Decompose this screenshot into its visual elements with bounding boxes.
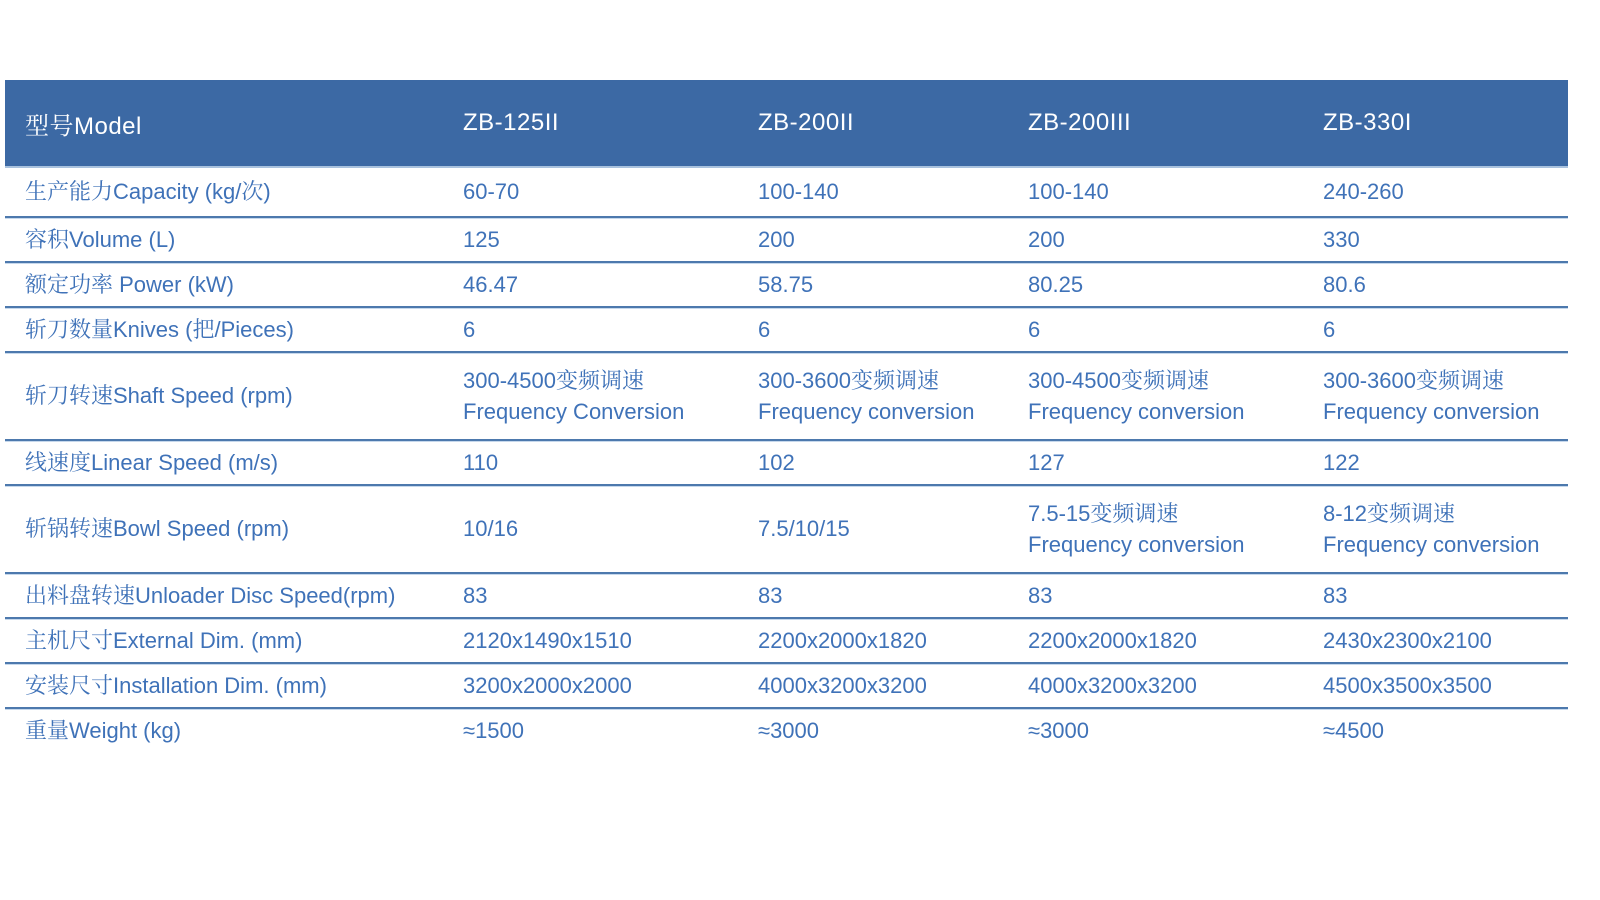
cell-line: Frequency conversion (1028, 532, 1245, 557)
spec-value-cell: 6 (455, 307, 750, 352)
header-row (5, 80, 1568, 167)
spec-value-cell: 110 (455, 440, 750, 485)
row-label: 斩刀数量Knives (把/Pieces) (5, 307, 455, 352)
cell-line: 300-4500变频调速 (1028, 368, 1209, 393)
spec-value-cell: 100-140 (758, 179, 839, 204)
spec-value-cell: 2120x1490x1510 (455, 618, 750, 663)
spec-value-cell: 100-140 (1028, 179, 1109, 204)
table-row (5, 440, 1568, 485)
spec-table-header (5, 80, 1568, 167)
spec-value-cell (1020, 485, 1315, 573)
spec-value-cell: ≈3000 (1020, 708, 1315, 753)
row-label: 容积Volume (L) (5, 217, 455, 262)
spec-value-cell (455, 352, 750, 440)
table-row (5, 485, 1568, 573)
cell-line: Frequency conversion (1323, 532, 1540, 557)
row-label: 主机尺寸External Dim. (mm) (5, 618, 455, 663)
model-column-header: ZB-125II (455, 80, 750, 167)
row-label: 生产能力Capacity (kg/次) (25, 179, 271, 204)
spec-value-cell: 2430x2300x2100 (1315, 618, 1568, 663)
row-label: 线速度Linear Speed (m/s) (5, 440, 455, 485)
spec-value-cell: ≈4500 (1315, 708, 1568, 753)
spec-value-cell: 6 (750, 307, 1020, 352)
spec-value-cell: 4000x3200x3200 (1020, 663, 1315, 708)
model-column-header: ZB-200II (750, 80, 1020, 167)
model-column-header: ZB-200III (1020, 80, 1315, 167)
spec-table (5, 80, 1568, 753)
spec-value-cell: 58.75 (750, 262, 1020, 307)
spec-value-cell: 2200x2000x1820 (750, 618, 1020, 663)
spec-value-cell: ≈3000 (750, 708, 1020, 753)
spec-value-cell: 127 (1020, 440, 1315, 485)
spec-value-cell: 4000x3200x3200 (750, 663, 1020, 708)
table-row (5, 663, 1568, 708)
spec-value-cell: 6 (1020, 307, 1315, 352)
cell-line: Frequency Conversion (463, 399, 685, 424)
spec-value-cell: 3200x2000x2000 (455, 663, 750, 708)
model-column-header: ZB-330I (1315, 80, 1568, 167)
row-label: 斩刀转速Shaft Speed (rpm) (5, 352, 455, 440)
spec-value-cell (750, 352, 1020, 440)
spec-value-cell: 10/16 (455, 485, 750, 573)
spec-value-cell: 60-70 (463, 179, 520, 204)
row-label: 出料盘转速Unloader Disc Speed(rpm) (5, 573, 455, 618)
spec-value-cell: 122 (1315, 440, 1568, 485)
spec-value-cell (1020, 352, 1315, 440)
spec-value-cell: 80.25 (1020, 262, 1315, 307)
table-row (5, 167, 1568, 217)
spec-value-cell: 330 (1315, 217, 1568, 262)
spec-value-cell (1315, 352, 1568, 440)
spec-value-cell: 80.6 (1315, 262, 1568, 307)
row-label: 斩锅转速Bowl Speed (rpm) (5, 485, 455, 573)
cell-line: 300-4500变频调速 (463, 368, 644, 393)
spec-value-cell: 200 (1020, 217, 1315, 262)
spec-value-cell (1315, 485, 1568, 573)
table-row (5, 217, 1568, 262)
spec-value-cell: 200 (750, 217, 1020, 262)
table-row (5, 262, 1568, 307)
spec-table-body (5, 167, 1568, 753)
table-row (5, 573, 1568, 618)
spec-value-cell: 83 (1020, 573, 1315, 618)
spec-value-cell: 83 (750, 573, 1020, 618)
row-label: 额定功率 Power (kW) (5, 262, 455, 307)
spec-value-cell: 6 (1315, 307, 1568, 352)
spec-value-cell: 83 (1315, 573, 1568, 618)
row-label: 安装尺寸Installation Dim. (mm) (5, 663, 455, 708)
table-row (5, 307, 1568, 352)
cell-line: 7.5-15变频调速 (1028, 501, 1179, 526)
spec-value-cell: 240-260 (1323, 179, 1404, 204)
spec-value-cell: ≈1500 (455, 708, 750, 753)
spec-value-cell: 4500x3500x3500 (1315, 663, 1568, 708)
spec-value-cell: 125 (455, 217, 750, 262)
spec-value-cell: 46.47 (455, 262, 750, 307)
cell-line: Frequency conversion (758, 399, 975, 424)
cell-line: 300-3600变频调速 (1323, 368, 1504, 393)
spec-value-cell: 102 (750, 440, 1020, 485)
spec-value-cell: 7.5/10/15 (750, 485, 1020, 573)
spec-table-container (5, 80, 1568, 753)
cell-line: 300-3600变频调速 (758, 368, 939, 393)
table-row (5, 618, 1568, 663)
table-row (5, 708, 1568, 753)
model-row-header: 型号Model (5, 80, 455, 167)
cell-line: 8-12变频调速 (1323, 501, 1456, 526)
row-label: 重量Weight (kg) (5, 708, 455, 753)
cell-line: Frequency conversion (1028, 399, 1245, 424)
cell-line: Frequency conversion (1323, 399, 1540, 424)
spec-value-cell: 2200x2000x1820 (1020, 618, 1315, 663)
spec-value-cell: 83 (455, 573, 750, 618)
table-row (5, 352, 1568, 440)
